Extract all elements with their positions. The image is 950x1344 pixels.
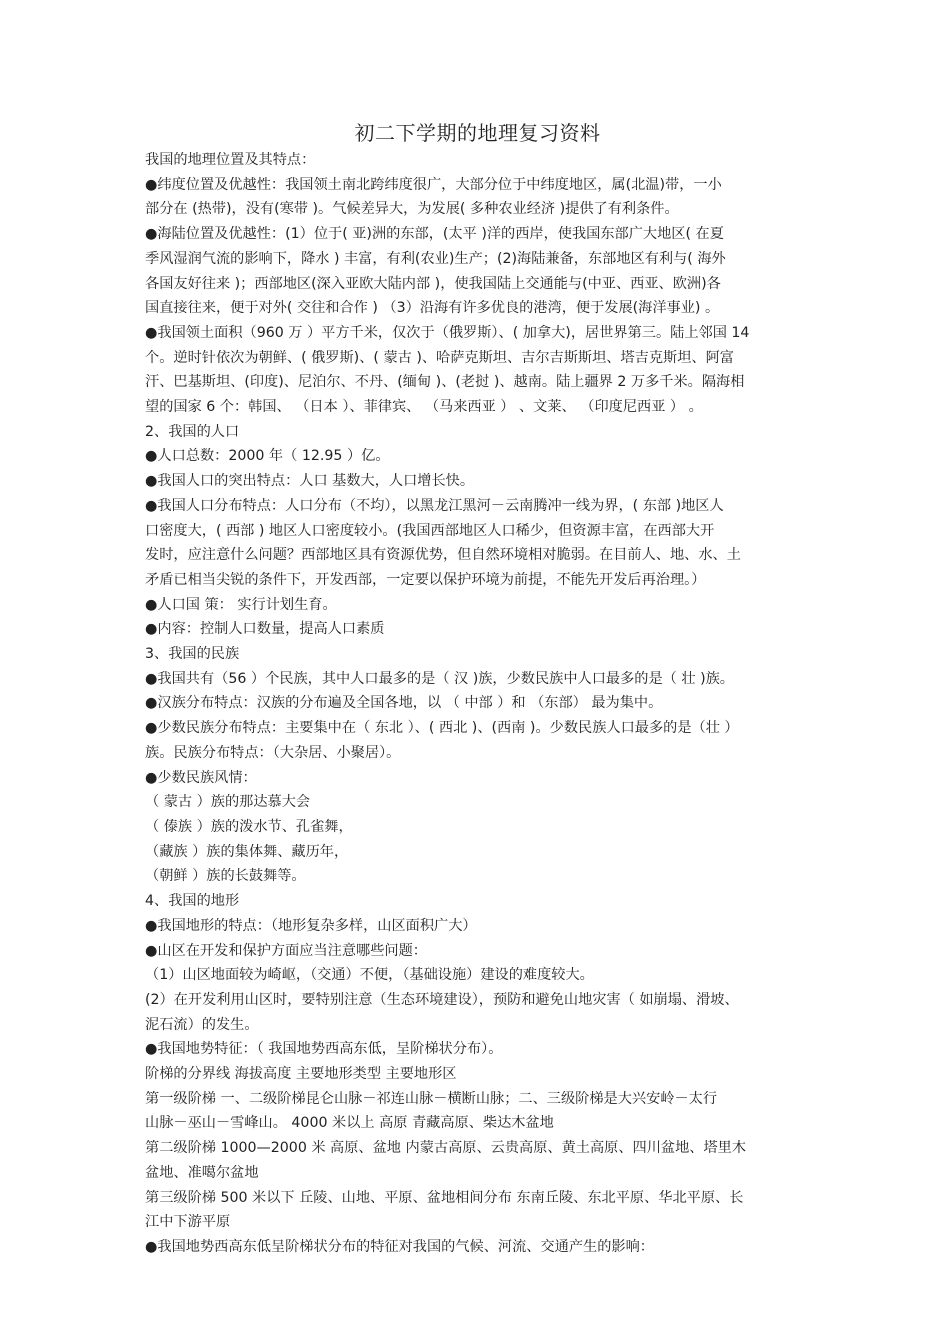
text-line: ●少数民族分布特点：主要集中在（ 东北 ）、( 西北 )、(西南 )。少数民族人口最多的是（壮 ） [145,720,739,737]
text-line: ●我国人口的突出特点：人口 基数大，人口增长快。 [145,473,475,490]
text-line: 季风湿润气流的影响下，降水 ) 丰富，有利(农业)生产；(2)海陆兼备，东部地区有利与( 海外 [145,250,726,267]
text-line: （ 傣族 ）族的泼水节、孔雀舞， [145,818,353,835]
text-line: 第三级阶梯 500 米以下 丘陵、山地、平原、盆地相间分布 东南丘陵、东北平原、华北平原、长 [145,1189,744,1206]
text-line: ●我国地势西高东低呈阶梯状分布的特征对我国的气候、河流、交通产生的影响： [145,1238,654,1255]
text-line: 山脉－巫山－雪峰山。 4000 米以上 高原 青藏高原、柴达木盆地 [145,1115,554,1132]
text-line: 第一级阶梯 一、二级阶梯昆仑山脉－祁连山脉－横断山脉；二、三级阶梯是大兴安岭－太行 [145,1090,718,1107]
text-line: ●少数民族风情： [145,769,257,786]
text-line: ●我国地势特征：（ 我国地势西高东低，呈阶梯状分布）。 [145,1041,503,1058]
text-line: （藏族 ）族的集体舞、藏历年， [145,843,349,860]
document-page [145,118,810,1260]
text-line: ●我国共有（56 ）个民族，其中人口最多的是（ 汉 )族，少数民族中人口最多的是（ 壮 )族。 [145,670,734,687]
text-line: 汗、巴基斯坦、(印度)、尼泊尔、不丹、(缅甸 )、(老挝 )、越南。陆上疆界 2 万多千米。隔海相 [145,374,745,391]
text-line: （ 蒙古 ）族的那达慕大会 [145,794,311,811]
text-line: 部分在 (热带)，没有(寒带 )。气候差异大，为发展( 多种农业经济 )提供了有利条件。 [145,201,679,218]
text-line: ●人口国 策： 实行计划生育。 [145,596,337,613]
text-line: 国直接往来，便于对外( 交往和合作 ) （3）沿海有许多优良的港湾，便于发展(海洋事业) 。 [145,300,720,317]
text-line: 个。逆时针依次为朝鲜、( 俄罗斯)、( 蒙古 )、哈萨克斯坦、吉尔吉斯斯坦、塔吉克斯坦、阿富 [145,349,734,366]
document-body [145,148,810,1260]
text-line: ●我国地形的特点：（地形复杂多样，山区面积广大） [145,917,477,934]
text-line: 口密度大，( 西部 ) 地区人口密度较小。(我国西部地区人口稀少，但资源丰富，在西部大开 [145,522,715,539]
text-line: ●我国人口分布特点：人口分布（不均），以黑龙江黑河－云南腾冲一线为界，( 东部 )地区人 [145,497,724,514]
text-line: 4、我国的地形 [145,893,240,910]
text-line: ●我国领土面积（960 万 ）平方千米，仅次于（俄罗斯）、( 加拿大)，居世界第三。陆上邻国 14 [145,324,750,341]
text-line: （朝鲜 ）族的长鼓舞等。 [145,868,306,885]
text-line: ●海陆位置及优越性：(1）位于( 亚)洲的东部，(太平 )洋的西岸，使我国东部广大地区( 在夏 [145,226,724,243]
text-line: 族。民族分布特点：（大杂居、小聚居）。 [145,744,401,761]
text-line: 矛盾已相当尖锐的条件下，开发西部，一定要以保护环境为前提，不能先开发后再治理。） [145,571,706,588]
text-line: 阶梯的分界线 海拔高度 主要地形类型 主要地形区 [145,1066,457,1083]
text-line: ●人口总数：2000 年（ 12.95 ）亿。 [145,448,390,465]
text-line: 我国的地理位置及其特点： [145,152,316,168]
document-title: 初二下学期的地理复习资料 [354,121,601,145]
text-line: （1）山区地面较为崎岖，（交通）不便，（基础设施）建设的难度较大。 [145,967,594,984]
text-line: 2、我国的人口 [145,423,240,440]
text-line: ●汉族分布特点：汉族的分布遍及全国各地，以 （ 中部 ）和 （东部） 最为集中。 [145,695,663,712]
text-line: 第二级阶梯 1000—2000 米 高原、盆地 内蒙古高原、云贵高原、黄土高原、四川盆地、塔里木 [145,1140,747,1157]
text-line: ●山区在开发和保护方面应当注意哪些问题： [145,942,427,959]
text-line: 发时，应注意什么问题？西部地区具有资源优势，但自然环境相对脆弱。在目前人、地、水、土 [145,547,741,564]
text-line: 望的国家 6 个：韩国、 （日本 ）、菲律宾、 （马来西亚 ） 、文莱、 （印度尼西亚 ） 。 [145,399,703,416]
text-line: ●内容：控制人口数量，提高人口素质 [145,621,385,638]
text-line: 泥石流）的发生。 [145,1016,259,1033]
text-line: (2）在开发利用山区时，要特别注意（生态环境建设），预防和避免山地灾害（ 如崩塌、滑坡、 [145,991,739,1008]
text-line: 盆地、准噶尔盆地 [145,1164,259,1181]
text-line: ●纬度位置及优越性：我国领土南北跨纬度很广，大部分位于中纬度地区，属(北温)带，一小 [145,176,722,193]
text-line: 3、我国的民族 [145,646,240,663]
text-line: 各国友好往来 )；西部地区(深入亚欧大陆内部 )，使我国陆上交通能与(中亚、西亚、欧洲)各 [145,275,721,292]
text-line: 江中下游平原 [145,1214,231,1231]
